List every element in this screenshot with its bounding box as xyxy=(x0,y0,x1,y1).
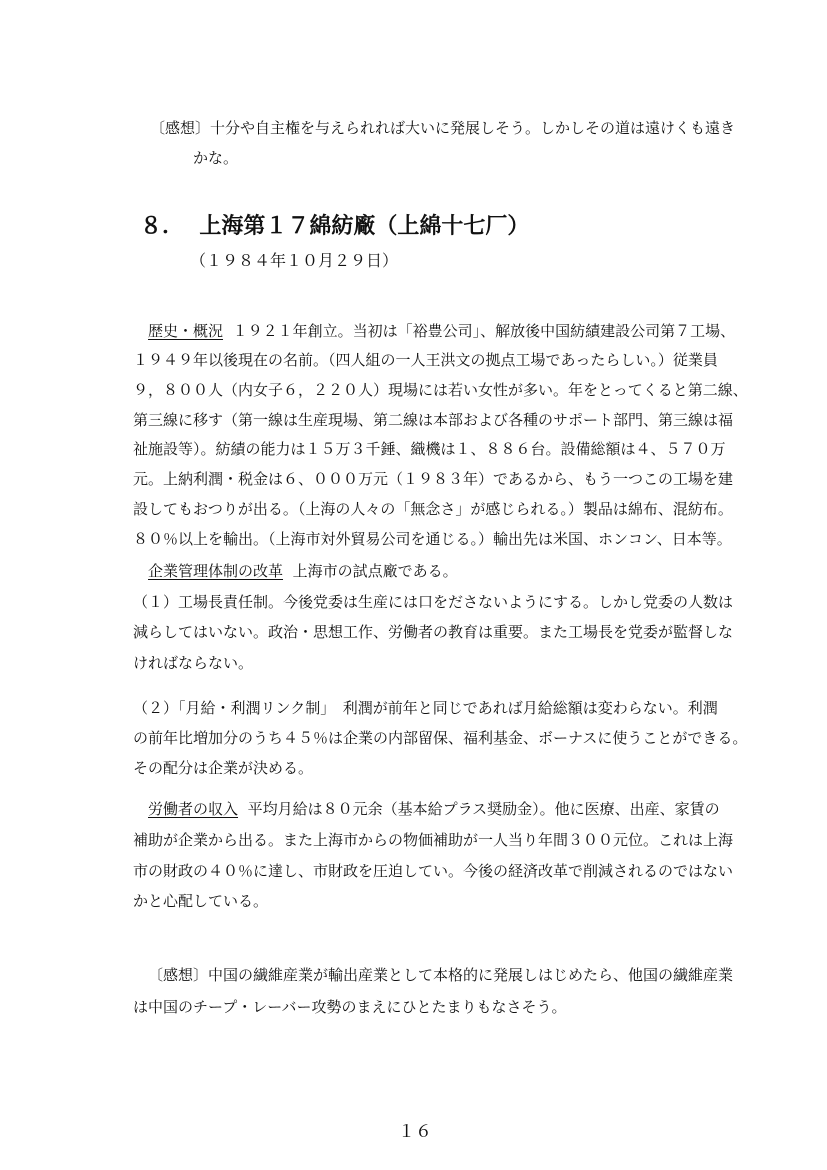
history-line-5: 祉施設等）。紡績の能力は１５万３千錘、織機は１、８８６台。設備総額は４、５７０万 xyxy=(133,440,726,458)
income-line-3: 市の財政の４０％に達し、市財政を圧迫してい。今後の経済改革で削減されるのではない xyxy=(133,862,734,880)
impression2-line-1: 〔感想〕中国の繊維産業が輸出産業として本格的に発展しはじめたら、他国の繊維産業 xyxy=(148,966,734,984)
reform-label: 企業管理体制の改革 xyxy=(148,562,284,580)
reform-item2-line-1: （２）「月給・利潤リンク制」 利潤が前年と同じであれば月給総額は変わらない。利潤 xyxy=(133,699,718,717)
impression2-label: 〔感想〕 xyxy=(148,966,209,984)
impression2-line-2: は中国のチープ・レーバー攻勢のまえにひとたまりもなさそう。 xyxy=(133,998,567,1016)
impression-label: 〔感想〕 xyxy=(150,119,211,137)
history-line-7: 設してもおつりが出る。（上海の人々の「無念さ」が感じられる。）製品は綿布、混紡布。 xyxy=(133,500,733,518)
intro-line-1: 〔感想〕十分や自主権を与えられれば大いに発展しそう。しかしその道は遠けくも遠き xyxy=(150,119,736,137)
intro-line-2: かな。 xyxy=(193,149,239,167)
income-line-2: 補助が企業から出る。また上海市からの物価補助が一人当り年間３００元位。これは上海 xyxy=(133,831,734,849)
section-title: 上海第１７綿紡廠（上綿十七厂） xyxy=(199,213,530,239)
history-line-1: 歴史・概況 １９２１年創立。当初は「裕豊公司」、解放後中国紡績建設公司第７工場、 xyxy=(148,322,736,340)
page-number: １６ xyxy=(398,1122,432,1142)
income-line-1: 労働者の収入 平均月給は８０元余（基本給プラス奨励金）。他に医療、出産、家賃の xyxy=(148,800,720,818)
history-line-8: ８０％以上を輸出。（上海市対外貿易公司を通じる。）輸出先は米国、ホンコン、日本等。 xyxy=(133,530,732,548)
section-date: （１９８４年１０月２９日） xyxy=(190,251,399,270)
history-label: 歴史・概況 xyxy=(148,322,224,340)
reform-line: 企業管理体制の改革 上海市の試点廠である。 xyxy=(148,562,458,580)
history-line-6: 元。上納利潤・税金は６、０００万元（１９８３年）であるから、もう一つこの工場を建 xyxy=(133,470,734,488)
history-line-4: 第三線に移す（第一線は生産現場、第二線は本部および各種のサポート部門、第三線は福 xyxy=(133,411,734,429)
reform-item1-line-1: （１）工場長責任制。今後党委は生産には口をださないようにする。しかし党委の人数は xyxy=(133,593,734,611)
reform-item1-line-2: 減らしてはいない。政治・思想工作、労働者の教育は重要。また工場長を党委が監督しな xyxy=(133,623,734,641)
reform-item2-line-2: の前年比増加分のうち４５％は企業の内部留保、福利基金、ボーナスに使うことができる。 xyxy=(133,729,748,747)
history-line-3: ９，８００人（内女子６，２２０人）現場には若い女性が多い。年をとってくると第二線、 xyxy=(133,381,748,399)
income-label: 労働者の収入 xyxy=(148,800,239,818)
income-line-4: かと心配している。 xyxy=(133,892,269,910)
section-heading xyxy=(140,212,529,240)
history-line-2: １９４９年以後現在の名前。（四人組の一人王洪文の拠点工場であったらしい。）従業員 xyxy=(133,351,718,369)
section-number: ８． xyxy=(140,213,185,239)
reform-item1-line-3: ければならない。 xyxy=(133,654,254,672)
reform-item2-line-3: その配分は企業が決める。 xyxy=(133,759,314,777)
